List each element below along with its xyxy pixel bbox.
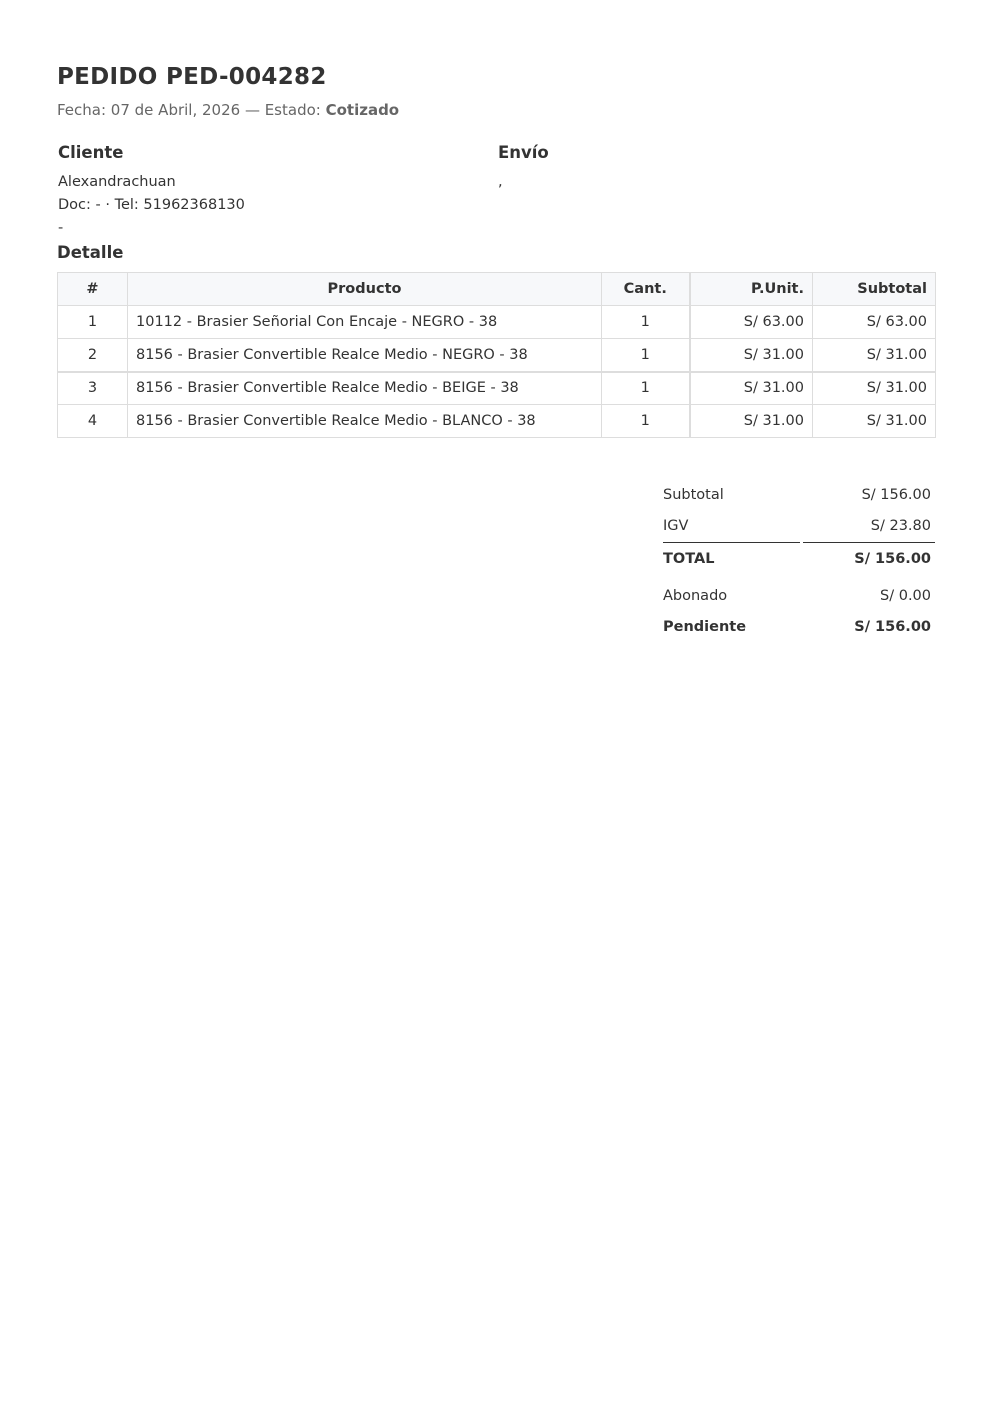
column-header-subtotal: Subtotal xyxy=(813,273,936,306)
cell-unit-price: S/ 63.00 xyxy=(690,306,813,339)
client-name: Alexandrachuan xyxy=(58,174,176,190)
parties-section xyxy=(57,142,935,242)
shipping-address: , xyxy=(498,174,503,190)
cell-qty: 1 xyxy=(602,405,690,438)
totals-paid-value: S/ 0.00 xyxy=(880,588,931,604)
totals-igv-value: S/ 23.80 xyxy=(870,518,931,534)
cell-unit-price: S/ 31.00 xyxy=(690,372,813,405)
page-title: PEDIDO PED-004282 xyxy=(57,64,327,90)
client-extra: - xyxy=(58,220,64,236)
order-document xyxy=(57,62,935,635)
column-header-qty: Cant. xyxy=(602,273,690,306)
table-row xyxy=(58,372,936,405)
totals-pending-label: Pendiente xyxy=(663,619,747,635)
table-row xyxy=(58,306,936,339)
cell-qty: 1 xyxy=(602,372,690,405)
totals-paid-label: Abonado xyxy=(663,588,728,604)
client-block xyxy=(58,142,478,240)
shipping-heading: Envío xyxy=(498,143,549,162)
status-badge: Cotizado xyxy=(325,101,400,119)
table-header-row xyxy=(58,273,936,306)
cell-num: 1 xyxy=(58,306,128,339)
cell-subtotal: S/ 31.00 xyxy=(813,405,936,438)
shipping-block xyxy=(498,142,918,194)
totals-total-row xyxy=(663,544,935,575)
cell-subtotal: S/ 63.00 xyxy=(813,306,936,339)
divider-right xyxy=(803,542,935,543)
totals-subtotal-row xyxy=(663,480,935,511)
cell-product: 8156 - Brasier Convertible Realce Medio - NEGRO - 38 xyxy=(128,339,602,372)
totals-pending-row xyxy=(663,612,935,643)
cell-num: 4 xyxy=(58,405,128,438)
cell-product: 8156 - Brasier Convertible Realce Medio - BLANCO - 38 xyxy=(128,405,602,438)
totals-igv-row xyxy=(663,511,935,542)
totals-total-value: S/ 156.00 xyxy=(854,551,931,567)
cell-unit-price: S/ 31.00 xyxy=(690,405,813,438)
divider-left xyxy=(663,542,800,543)
order-meta xyxy=(57,100,935,120)
table-row xyxy=(58,339,936,372)
totals-igv-label: IGV xyxy=(663,518,689,534)
cell-qty: 1 xyxy=(602,306,690,339)
table-row xyxy=(58,405,936,438)
column-header-product: Producto xyxy=(128,273,602,306)
totals-pending-value: S/ 156.00 xyxy=(854,619,931,635)
totals-subtotal-label: Subtotal xyxy=(663,487,724,503)
items-table xyxy=(57,272,936,438)
client-doc-tel: Doc: - · Tel: 51962368130 xyxy=(58,197,245,213)
totals-paid-row xyxy=(663,581,935,612)
cell-product: 8156 - Brasier Convertible Realce Medio - BEIGE - 38 xyxy=(128,372,602,405)
cell-num: 2 xyxy=(58,339,128,372)
detail-heading: Detalle xyxy=(57,243,124,262)
column-header-num: # xyxy=(58,273,128,306)
cell-product: 10112 - Brasier Señorial Con Encaje - NEGRO - 38 xyxy=(128,306,602,339)
totals-subtotal-value: S/ 156.00 xyxy=(861,487,931,503)
cell-subtotal: S/ 31.00 xyxy=(813,339,936,372)
cell-subtotal: S/ 31.00 xyxy=(813,372,936,405)
cell-unit-price: S/ 31.00 xyxy=(690,339,813,372)
client-heading: Cliente xyxy=(58,143,124,162)
cell-qty: 1 xyxy=(602,339,690,372)
cell-num: 3 xyxy=(58,372,128,405)
totals-total-label: TOTAL xyxy=(663,551,715,567)
totals-summary xyxy=(663,480,935,643)
column-header-unit-price: P.Unit. xyxy=(690,273,813,306)
order-date: Fecha: 07 de Abril, 2026 — Estado: xyxy=(57,101,326,119)
